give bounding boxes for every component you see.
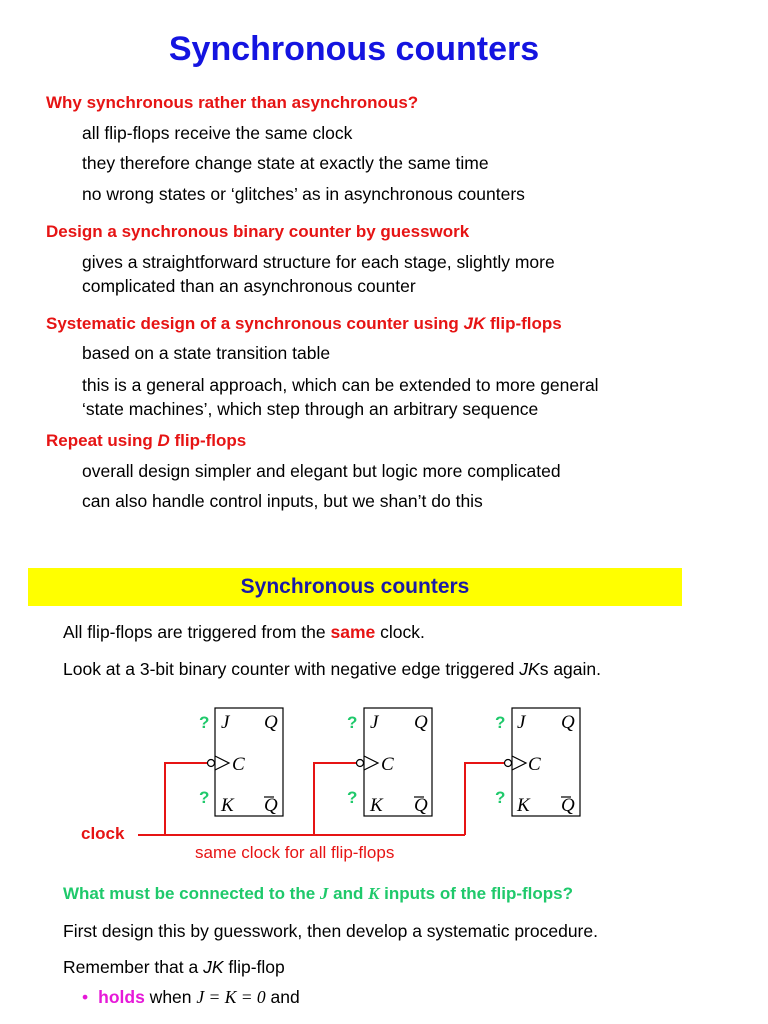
section-heading-2: Design a synchronous binary counter by guesswork: [46, 222, 470, 241]
slide-line-4: [63, 957, 285, 978]
bubble-2: [357, 760, 364, 767]
slide-title: Synchronous counters: [240, 575, 470, 598]
bullet-dot-icon: •: [82, 987, 89, 1007]
line4-em: JK: [203, 957, 224, 977]
heading-4-post: flip-flops: [169, 431, 247, 450]
line1-post: clock.: [375, 622, 425, 642]
heading-3-em: JK: [463, 314, 486, 333]
heading-3-post: flip-flops: [485, 314, 562, 333]
bullet-1-3: no wrong states or ‘glitches’ as in asynchronous counters: [82, 184, 525, 204]
question-heading: [63, 884, 573, 904]
bullet-3-2: this is a general approach, which can be extended to more general ‘state machines’, which step through an arbitrary sequence: [82, 375, 599, 419]
bubble-1: [208, 760, 215, 767]
bullet-2-1: gives a straightforward structure for each stage, slightly more complicated than an asynchronous counter: [82, 252, 555, 296]
line1-pre: All flip-flops are triggered from the: [63, 622, 331, 642]
ff3-k-label: K: [517, 795, 530, 816]
ff3-qbar-label: Q: [561, 795, 575, 816]
holds-math: J = K = 0: [196, 987, 266, 1007]
question-j-2: ?: [347, 713, 358, 732]
slide-line-3: First design this by guesswork, then develop a systematic procedure.: [63, 921, 598, 941]
holds-post: and: [265, 987, 300, 1007]
ff2-k-label: K: [370, 795, 383, 816]
question-pre: What must be connected to the: [63, 884, 320, 903]
question-k-1: ?: [199, 788, 210, 807]
ff2-qbar-label: Q: [414, 795, 428, 816]
line4-post: flip-flop: [223, 957, 285, 977]
heading-3-pre: Systematic design of a synchronous counter using: [46, 314, 464, 333]
question-post: inputs of the flip-flops?: [379, 884, 573, 903]
ff3-j-label: J: [517, 712, 526, 733]
holds-pre: when: [144, 987, 197, 1007]
line1-same: same: [330, 622, 376, 642]
question-j-3: ?: [495, 713, 506, 732]
ff1-k-label: K: [221, 795, 234, 816]
clock-label: clock: [81, 824, 125, 843]
diagram-caption: same clock for all flip-flops: [195, 843, 395, 862]
ff2-q-label: Q: [414, 712, 428, 733]
line2-em: JK: [519, 659, 540, 679]
bullet-1-1: all flip-flops receive the same clock: [82, 123, 353, 143]
bullet-4-2: can also handle control inputs, but we shan’t do this: [82, 491, 483, 511]
section-heading-1: Why synchronous rather than asynchronous?: [46, 93, 419, 112]
question-j-1: ?: [199, 713, 210, 732]
clock-triangle-1: [215, 756, 229, 770]
bubble-3: [505, 760, 512, 767]
bullet-1-2: they therefore change state at exactly the same time: [82, 153, 489, 173]
question-k-2: ?: [347, 788, 358, 807]
line4-pre: Remember that a: [63, 957, 204, 977]
ff3-q-label: Q: [561, 712, 575, 733]
heading-4-em: D: [157, 431, 170, 450]
ff3-c-label: C: [528, 754, 541, 775]
clock-triangle-3: [512, 756, 526, 770]
ff1-c-label: C: [232, 754, 245, 775]
line2-post: s again.: [539, 659, 601, 679]
question-k-3: ?: [495, 788, 506, 807]
line2-pre: Look at a 3-bit binary counter with negative edge triggered: [63, 659, 520, 679]
heading-4-pre: Repeat using: [46, 431, 158, 450]
question-j: J: [319, 884, 329, 903]
ff1-q-label: Q: [264, 712, 278, 733]
bullet-3-1: based on a state transition table: [82, 343, 331, 363]
ff2-j-label: J: [370, 712, 379, 733]
bullet-4-1: overall design simpler and elegant but logic more complicated: [82, 461, 561, 481]
ff1-qbar-label: Q: [264, 795, 278, 816]
question-mid: and: [328, 884, 369, 903]
list-item-holds: [82, 987, 300, 1008]
page-title: Synchronous counters: [168, 30, 540, 68]
ff2-c-label: C: [381, 754, 394, 775]
holds-keyword: holds: [98, 987, 145, 1007]
ff1-j-label: J: [221, 712, 230, 733]
clock-triangle-2: [364, 756, 378, 770]
question-k: K: [368, 884, 380, 903]
